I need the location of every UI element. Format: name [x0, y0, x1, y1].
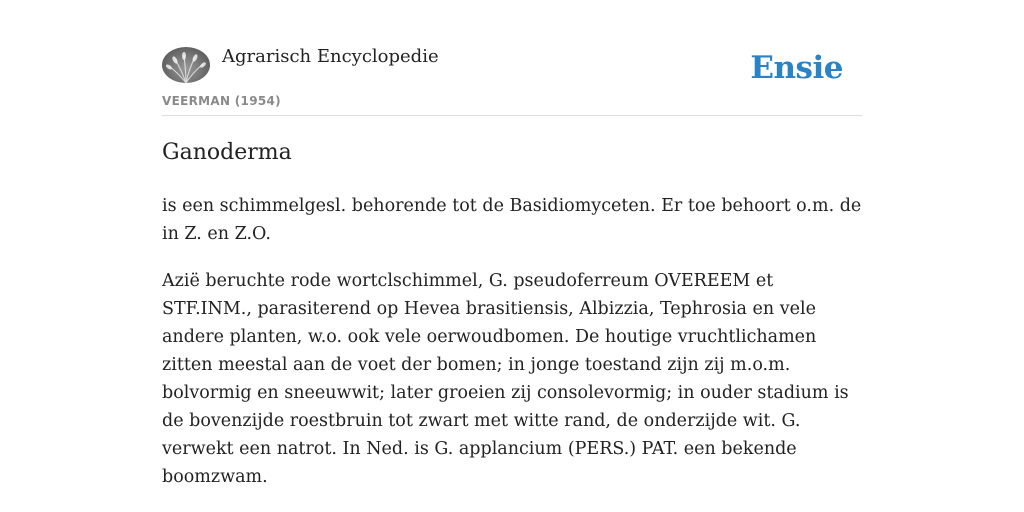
source-title[interactable]: Agrarisch Encyclopedie: [222, 46, 439, 67]
page-container: [162, 0, 862, 487]
entry-title: Ganoderma: [162, 140, 292, 165]
entry-paragraph: Azië beruchte rode wortclschimmel, G. pseudoferreum OVEREEM et STF.INM., parasiterend op Hevea brasitiensis, Albizzia, Tephrosia en vele andere planten, w.o. ook vele oerwoudbomen. De houtige vruchtlichamen zitten meestal aan de voet der bomen; in jonge toestand zijn zij m.o.m. bolvormig en sneeuwwit; later groeien zij consolevormig; in ouder stadium is de bovenzijde roestbruin tot zwart met witte rand, de onderzijde wit. G. verwekt een natrot. In Ned. is G. applancium (PERS.) PAT. een bekende boomzwam.: [162, 271, 849, 487]
brand-logo-link[interactable]: Ensie: [750, 50, 843, 86]
wheat-sheaf-icon: [162, 47, 210, 83]
entry-paragraph: is een schimmelgesl. behorende tot de Basidiomyceten. Er toe behoort o.m. de in Z. en Z.O.: [162, 196, 862, 244]
source-meta: VEERMAN (1954): [162, 94, 281, 108]
source-header: [162, 0, 862, 116]
